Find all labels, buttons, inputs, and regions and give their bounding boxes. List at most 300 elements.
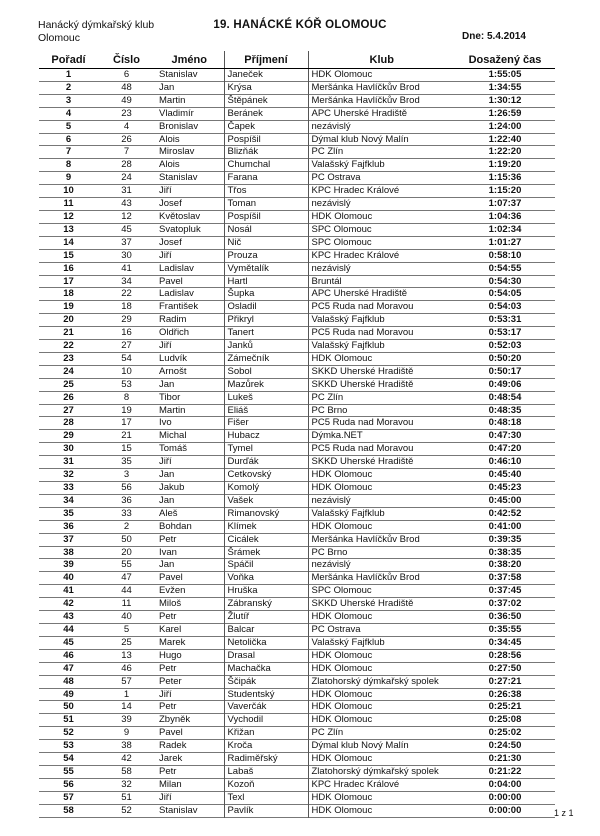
last-name-cell: Studentský [224, 688, 308, 701]
first-name-cell: Milan [159, 778, 182, 790]
first-name-cell: Radim [159, 314, 187, 326]
rank-cell: 50 [63, 701, 74, 713]
table-row [39, 520, 555, 533]
time-cell: 0:21:30 [488, 753, 522, 765]
number-cell: 50 [121, 533, 132, 545]
last-name-cell: Osladil [224, 301, 308, 314]
last-name-cell: Texl [224, 791, 308, 804]
time-cell: 1:15:36 [488, 172, 522, 184]
club-cell: PC5 Ruda nad Moravou [308, 417, 455, 430]
rank-cell: 5 [65, 120, 72, 132]
club-cell: SPC Olomouc [308, 236, 455, 249]
last-name-cell: Tanert [224, 327, 308, 340]
rank-cell: 53 [63, 740, 74, 752]
time-cell: 1:01:27 [488, 236, 522, 248]
time-cell: 0:42:52 [488, 507, 522, 519]
last-name-cell: Ščipák [224, 675, 308, 688]
time-cell: 0:46:10 [488, 456, 522, 468]
last-name-cell: Tymel [224, 443, 308, 456]
club-cell: Valašský Fajfklub [308, 159, 455, 172]
first-name-cell: Josef [159, 236, 182, 248]
first-name-cell: Evžen [159, 585, 186, 597]
last-name-cell: Vašek [224, 494, 308, 507]
last-name-cell: Komolý [224, 482, 308, 495]
table-row [39, 662, 555, 675]
last-name-cell: Beránek [224, 107, 308, 120]
last-name-cell: Pospíšil [224, 133, 308, 146]
rank-cell: 54 [63, 753, 74, 765]
rank-cell: 25 [63, 378, 74, 390]
number-cell: 20 [121, 546, 132, 558]
rank-cell: 29 [63, 430, 74, 442]
time-cell: 0:47:20 [488, 443, 522, 455]
rank-cell: 13 [63, 223, 74, 235]
rank-cell: 19 [63, 301, 74, 313]
table-row [39, 352, 555, 365]
number-cell: 33 [121, 507, 132, 519]
column-header-club: Klub [308, 51, 455, 69]
last-name-cell: Chumchal [224, 159, 308, 172]
table-row [39, 146, 555, 159]
number-cell: 3 [123, 469, 130, 481]
table-row [39, 391, 555, 404]
table-row [39, 198, 555, 211]
number-cell: 57 [121, 675, 132, 687]
club-cell: HDK Olomouc [308, 69, 455, 82]
number-cell: 48 [121, 81, 132, 93]
time-cell: 0:54:05 [488, 288, 522, 300]
table-row [39, 804, 555, 817]
time-cell: 0:53:17 [488, 327, 522, 339]
time-cell: 1:30:12 [488, 94, 522, 106]
time-cell: 0:50:20 [488, 352, 522, 364]
table-row [39, 585, 555, 598]
table-row [39, 81, 555, 94]
number-cell: 55 [121, 559, 132, 571]
first-name-cell: Alois [159, 159, 180, 171]
first-name-cell: Jan [159, 559, 175, 571]
club-cell: nezávislý [308, 494, 455, 507]
time-cell: 1:34:55 [488, 81, 522, 93]
club-cell: Valašský Fajfklub [308, 507, 455, 520]
rank-cell: 37 [63, 533, 74, 545]
first-name-cell: Jiří [159, 340, 172, 352]
table-row [39, 107, 555, 120]
table-row [39, 636, 555, 649]
club-cell: HDK Olomouc [308, 611, 455, 624]
last-name-cell: Žlutíř [224, 611, 308, 624]
first-name-cell: Martin [159, 94, 186, 106]
number-cell: 29 [121, 314, 132, 326]
table-row [39, 133, 555, 146]
first-name-cell: Květoslav [159, 210, 201, 222]
club-cell: PC5 Ruda nad Moravou [308, 301, 455, 314]
number-cell: 58 [121, 765, 132, 777]
time-cell: 0:45:00 [488, 494, 522, 506]
rank-cell: 7 [65, 146, 72, 158]
rank-cell: 10 [63, 185, 74, 197]
first-name-cell: Michal [159, 430, 187, 442]
time-cell: 1:22:20 [488, 146, 522, 158]
first-name-cell: Zbyněk [159, 714, 191, 726]
rank-cell: 16 [63, 262, 74, 274]
number-cell: 44 [121, 585, 132, 597]
club-cell: Valašský Fajfklub [308, 340, 455, 353]
first-name-cell: Bohdan [159, 520, 192, 532]
number-cell: 34 [121, 275, 132, 287]
number-cell: 9 [123, 727, 130, 739]
rank-cell: 41 [63, 585, 74, 597]
number-cell: 38 [121, 740, 132, 752]
club-cell: HDK Olomouc [308, 804, 455, 817]
last-name-cell: Lukeš [224, 391, 308, 404]
last-name-cell: Labaš [224, 765, 308, 778]
time-cell: 1:55:05 [488, 69, 522, 80]
first-name-cell: Radek [159, 740, 187, 752]
first-name-cell: Stanislav [159, 172, 198, 184]
table-row [39, 740, 555, 753]
club-cell: HDK Olomouc [308, 701, 455, 714]
last-name-cell: Janeček [224, 69, 308, 82]
table-row [39, 69, 555, 82]
number-cell: 5 [123, 623, 130, 635]
club-cell: Meršánka Havlíčkův Brod [308, 533, 455, 546]
time-cell: 0:48:35 [488, 404, 522, 416]
table-row [39, 623, 555, 636]
number-cell: 28 [121, 159, 132, 171]
club-cell: APC Uherské Hradiště [308, 288, 455, 301]
club-cell: HDK Olomouc [308, 714, 455, 727]
last-name-cell: Machačka [224, 662, 308, 675]
rank-cell: 23 [63, 352, 74, 364]
table-row [39, 262, 555, 275]
number-cell: 49 [121, 94, 132, 106]
rank-cell: 39 [63, 559, 74, 571]
rank-cell: 47 [63, 662, 74, 674]
first-name-cell: Jiří [159, 688, 172, 700]
rank-cell: 36 [63, 520, 74, 532]
time-cell: 0:54:55 [488, 262, 522, 274]
first-name-cell: Miloš [159, 598, 182, 610]
table-row [39, 714, 555, 727]
rank-cell: 48 [63, 675, 74, 687]
table-row [39, 675, 555, 688]
table-row [39, 688, 555, 701]
number-cell: 14 [121, 701, 132, 713]
club-cell: KPC Hradec Králové [308, 249, 455, 262]
last-name-cell: Mazůrek [224, 378, 308, 391]
table-row [39, 727, 555, 740]
time-cell: 0:21:22 [488, 765, 522, 777]
results-header-row [39, 51, 555, 69]
club-cell: HDK Olomouc [308, 753, 455, 766]
club-cell: Dýmal klub Nový Malín [308, 133, 455, 146]
last-name-cell: Klímek [224, 520, 308, 533]
club-cell: HDK Olomouc [308, 352, 455, 365]
rank-cell: 46 [63, 649, 74, 661]
rank-cell: 44 [63, 623, 74, 635]
number-cell: 26 [121, 133, 132, 145]
first-name-cell: Bronislav [159, 120, 199, 132]
table-row [39, 469, 555, 482]
number-cell: 13 [121, 649, 132, 661]
table-row [39, 314, 555, 327]
time-cell: 0:26:38 [488, 688, 522, 700]
club-cell: PC Ostrava [308, 623, 455, 636]
club-cell: nezávislý [308, 198, 455, 211]
time-cell: 0:28:56 [488, 649, 522, 661]
time-cell: 0:49:06 [488, 378, 522, 390]
first-name-cell: Jan [159, 81, 175, 93]
club-cell: PC Zlín [308, 146, 455, 159]
rank-cell: 8 [65, 159, 72, 171]
table-row [39, 210, 555, 223]
number-cell: 2 [123, 520, 130, 532]
table-row [39, 288, 555, 301]
number-cell: 17 [121, 417, 132, 429]
rank-cell: 2 [65, 81, 72, 93]
rank-cell: 34 [63, 494, 74, 506]
number-cell: 8 [123, 391, 130, 403]
last-name-cell: Čapek [224, 120, 308, 133]
rank-cell: 27 [63, 404, 74, 416]
last-name-cell: Pavlík [224, 804, 308, 817]
column-header-number: Číslo [98, 51, 155, 69]
number-cell: 15 [121, 443, 132, 455]
first-name-cell: Petr [159, 765, 177, 777]
number-cell: 46 [121, 662, 132, 674]
number-cell: 45 [121, 223, 132, 235]
club-cell: SPC Olomouc [308, 585, 455, 598]
last-name-cell: Blizňák [224, 146, 308, 159]
number-cell: 31 [121, 185, 132, 197]
rank-cell: 6 [65, 133, 72, 145]
last-name-cell: Farana [224, 172, 308, 185]
club-cell: SKKD Uherské Hradiště [308, 365, 455, 378]
time-cell: 1:15:20 [488, 185, 522, 197]
number-cell: 40 [121, 611, 132, 623]
last-name-cell: Zámečník [224, 352, 308, 365]
last-name-cell: Sobol [224, 365, 308, 378]
rank-cell: 43 [63, 611, 74, 623]
club-cell: HDK Olomouc [308, 688, 455, 701]
rank-cell: 24 [63, 365, 74, 377]
club-cell: HDK Olomouc [308, 469, 455, 482]
first-name-cell: Arnošt [159, 365, 187, 377]
club-cell: KPC Hradec Králové [308, 778, 455, 791]
last-name-cell: Šupka [224, 288, 308, 301]
last-name-cell: Křižan [224, 727, 308, 740]
first-name-cell: Jan [159, 378, 175, 390]
table-row [39, 172, 555, 185]
table-row [39, 327, 555, 340]
table-row [39, 765, 555, 778]
club-cell: nezávislý [308, 559, 455, 572]
rank-cell: 22 [63, 340, 74, 352]
last-name-cell: Radiměřský [224, 753, 308, 766]
first-name-cell: Ladislav [159, 262, 194, 274]
time-cell: 1:22:40 [488, 133, 522, 145]
number-cell: 37 [121, 236, 132, 248]
number-cell: 21 [121, 430, 132, 442]
club-cell: SKKD Uherské Hradiště [308, 598, 455, 611]
last-name-cell: Hubacz [224, 430, 308, 443]
last-name-cell: Třos [224, 185, 308, 198]
club-cell: PC Ostrava [308, 172, 455, 185]
rank-cell: 30 [63, 443, 74, 455]
time-cell: 0:38:20 [488, 559, 522, 571]
number-cell: 39 [121, 714, 132, 726]
time-cell: 0:48:54 [488, 391, 522, 403]
last-name-cell: Vaverčák [224, 701, 308, 714]
table-row [39, 340, 555, 353]
first-name-cell: Jiří [159, 456, 172, 468]
club-cell: HDK Olomouc [308, 520, 455, 533]
rank-cell: 21 [63, 327, 74, 339]
time-cell: 1:24:00 [488, 120, 522, 132]
table-row [39, 236, 555, 249]
club-cell: Zlatohorský dýmkařský spolek [308, 675, 455, 688]
last-name-cell: Rimanovský [224, 507, 308, 520]
club-cell: Dýmka.NET [308, 430, 455, 443]
club-cell: PC Brno [308, 404, 455, 417]
time-cell: 1:07:37 [488, 198, 522, 210]
first-name-cell: Josef [159, 198, 182, 210]
table-row [39, 159, 555, 172]
rank-cell: 17 [63, 275, 74, 287]
table-row [39, 378, 555, 391]
first-name-cell: Jiří [159, 185, 172, 197]
first-name-cell: Jiří [159, 249, 172, 261]
time-cell: 0:25:08 [488, 714, 522, 726]
club-cell: nezávislý [308, 120, 455, 133]
rank-cell: 55 [63, 765, 74, 777]
first-name-cell: Petr [159, 701, 177, 713]
table-row [39, 546, 555, 559]
organizer-name: Hanácký dýmkařský klub [38, 19, 155, 31]
club-cell: HDK Olomouc [308, 649, 455, 662]
rank-cell: 9 [65, 172, 72, 184]
rank-cell: 56 [63, 778, 74, 790]
first-name-cell: Martin [159, 404, 186, 416]
time-cell: 0:36:50 [488, 611, 522, 623]
last-name-cell: Kozoň [224, 778, 308, 791]
number-cell: 53 [121, 378, 132, 390]
table-row [39, 443, 555, 456]
last-name-cell: Vychodil [224, 714, 308, 727]
number-cell: 7 [123, 146, 130, 158]
club-cell: HDK Olomouc [308, 791, 455, 804]
last-name-cell: Prouza [224, 249, 308, 262]
number-cell: 16 [121, 327, 132, 339]
table-row [39, 494, 555, 507]
column-header-rank: Pořadí [39, 51, 98, 69]
time-cell: 0:48:18 [488, 417, 522, 429]
club-cell: Meršánka Havlíčkův Brod [308, 81, 455, 94]
table-row [39, 598, 555, 611]
last-name-cell: Krýsa [224, 81, 308, 94]
time-cell: 0:25:02 [488, 727, 522, 739]
rank-cell: 18 [63, 288, 74, 300]
table-row [39, 533, 555, 546]
first-name-cell: Petr [159, 611, 177, 623]
time-cell: 0:24:50 [488, 740, 522, 752]
page-counter: 1 z 1 [554, 808, 574, 818]
time-cell: 0:50:17 [488, 365, 522, 377]
time-cell: 1:19:20 [488, 159, 522, 171]
table-row [39, 301, 555, 314]
rank-cell: 4 [65, 107, 72, 119]
time-cell: 1:26:59 [488, 107, 522, 119]
rank-cell: 32 [63, 469, 74, 481]
table-row [39, 404, 555, 417]
last-name-cell: Vymětalík [224, 262, 308, 275]
table-row [39, 249, 555, 262]
rank-cell: 49 [63, 688, 74, 700]
first-name-cell: Stanislav [159, 804, 198, 816]
last-name-cell: Spáčil [224, 559, 308, 572]
time-cell: 0:25:21 [488, 701, 522, 713]
time-cell: 0:54:30 [488, 275, 522, 287]
first-name-cell: Pavel [159, 275, 183, 287]
first-name-cell: Jakub [159, 482, 185, 493]
table-row [39, 649, 555, 662]
first-name-cell: Jarek [159, 753, 183, 765]
time-cell: 0:58:10 [488, 249, 522, 261]
time-cell: 0:54:03 [488, 301, 522, 313]
rank-cell: 28 [63, 417, 74, 429]
time-cell: 0:27:21 [488, 675, 522, 687]
table-row [39, 753, 555, 766]
rank-cell: 57 [63, 791, 74, 803]
last-name-cell: Nosál [224, 223, 308, 236]
number-cell: 4 [123, 120, 130, 132]
time-cell: 0:38:35 [488, 546, 522, 558]
time-cell: 0:37:02 [488, 598, 522, 610]
club-cell: Valašský Fajfklub [308, 314, 455, 327]
first-name-cell: Svatopluk [159, 223, 201, 235]
rank-cell: 12 [63, 210, 74, 222]
last-name-cell: Durďák [224, 456, 308, 469]
last-name-cell: Fišer [224, 417, 308, 430]
rank-cell: 42 [63, 598, 74, 610]
club-cell: HDK Olomouc [308, 662, 455, 675]
club-cell: SPC Olomouc [308, 223, 455, 236]
number-cell: 12 [121, 210, 132, 222]
first-name-cell: Tibor [159, 391, 181, 403]
table-row [39, 482, 555, 495]
first-name-cell: Alois [159, 133, 180, 145]
club-cell: PC5 Ruda nad Moravou [308, 443, 455, 456]
club-cell: PC Zlín [308, 391, 455, 404]
table-row [39, 185, 555, 198]
first-name-cell: Peter [159, 675, 182, 687]
rank-cell: 58 [63, 804, 74, 816]
time-cell: 1:04:36 [488, 210, 522, 222]
results-table [39, 51, 555, 818]
table-row [39, 223, 555, 236]
last-name-cell: Voňka [224, 572, 308, 585]
table-row [39, 572, 555, 585]
rank-cell: 45 [63, 636, 74, 648]
first-name-cell: Hugo [159, 649, 182, 661]
rank-cell: 38 [63, 546, 74, 558]
first-name-cell: Jan [159, 494, 175, 506]
event-date: Dne: 5.4.2014 [462, 31, 526, 42]
rank-cell: 20 [63, 314, 74, 326]
first-name-cell: Jan [159, 469, 175, 481]
last-name-cell: Balcar [224, 623, 308, 636]
